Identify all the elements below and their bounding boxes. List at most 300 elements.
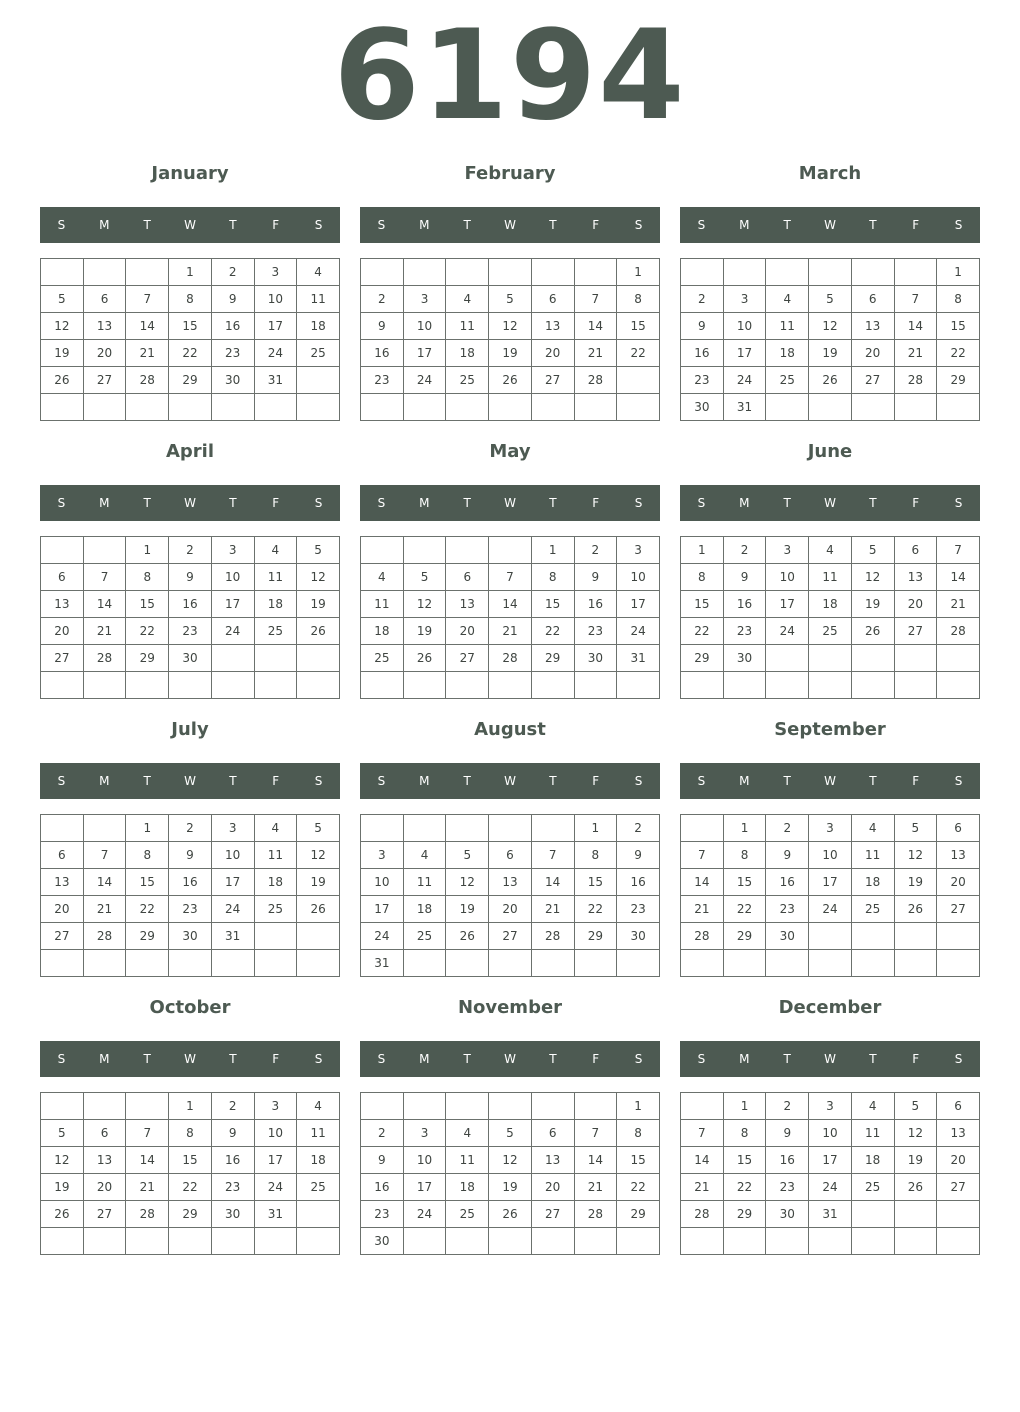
day-cell: 1 [723,1093,766,1120]
year-title: 6194 [333,4,687,148]
weekday-label: F [272,774,280,788]
empty-day-cell [681,815,724,842]
day-cell: 9 [211,286,254,313]
weekday-label: S [377,496,386,510]
empty-day-cell [83,950,126,977]
day-cell: 10 [809,842,852,869]
empty-day-cell [531,672,574,699]
day-cell: 7 [574,1120,617,1147]
day-cell: 31 [617,645,660,672]
weekday-label: S [57,218,66,232]
empty-day-cell [894,1201,937,1228]
week-row [681,618,980,645]
empty-day-cell [851,950,894,977]
day-cell: 10 [809,1120,852,1147]
day-cell: 18 [851,869,894,896]
day-cell: 17 [403,340,446,367]
weekday-label: W [504,1052,516,1066]
week-row [41,815,340,842]
week-row [681,259,980,286]
day-cell: 10 [617,564,660,591]
weekday-label: W [824,496,836,510]
weekday-label: T [549,774,557,788]
day-cell: 7 [83,564,126,591]
week-row [41,869,340,896]
empty-day-cell [681,950,724,977]
empty-day-cell [851,645,894,672]
day-cell: 25 [446,1201,489,1228]
day-cell: 21 [531,896,574,923]
day-cell: 26 [446,923,489,950]
empty-day-cell [531,259,574,286]
day-cell: 5 [446,842,489,869]
day-cell: 3 [211,537,254,564]
day-cell: 18 [297,313,340,340]
day-cell: 24 [723,367,766,394]
week-row [681,1228,980,1255]
day-cell: 19 [809,340,852,367]
month-name: March [798,163,862,184]
weekday-label: M [419,1052,430,1066]
day-cell: 22 [126,618,169,645]
empty-day-cell [446,672,489,699]
day-cell: 17 [617,591,660,618]
day-cell: 20 [41,896,84,923]
day-cell: 12 [41,1147,84,1174]
day-cell: 19 [894,869,937,896]
day-cell: 11 [446,1147,489,1174]
day-cell: 27 [41,923,84,950]
day-cell: 9 [169,842,212,869]
day-cell: 1 [574,815,617,842]
week-row [681,842,980,869]
day-table [680,536,980,699]
day-cell: 7 [126,1120,169,1147]
day-cell: 29 [126,645,169,672]
day-cell: 10 [766,564,809,591]
day-cell: 11 [297,286,340,313]
weekday-header [680,1041,980,1077]
day-cell: 28 [574,1201,617,1228]
day-cell: 27 [894,618,937,645]
empty-day-cell [403,394,446,421]
day-cell: 16 [723,591,766,618]
week-row [41,367,340,394]
week-row [681,1093,980,1120]
day-cell: 22 [169,340,212,367]
day-cell: 31 [211,923,254,950]
day-cell: 12 [894,842,937,869]
day-cell: 26 [894,896,937,923]
day-cell: 10 [254,286,297,313]
day-cell: 6 [83,286,126,313]
weekday-label: T [229,218,237,232]
day-cell: 28 [126,367,169,394]
empty-day-cell [937,1201,980,1228]
day-cell: 5 [297,815,340,842]
week-row [681,394,980,421]
day-cell: 16 [361,340,404,367]
day-cell: 27 [937,1174,980,1201]
day-cell: 13 [41,591,84,618]
weekday-label: W [504,774,516,788]
month-name: January [151,163,229,184]
empty-day-cell [41,259,84,286]
empty-day-cell [894,672,937,699]
day-cell: 6 [489,842,532,869]
day-cell: 14 [937,564,980,591]
weekday-label: S [634,496,643,510]
weekday-label: S [634,774,643,788]
day-cell: 12 [851,564,894,591]
empty-day-cell [574,672,617,699]
month-name: February [464,163,556,184]
weekday-header [680,207,980,243]
empty-day-cell [809,259,852,286]
day-cell: 30 [723,645,766,672]
weekday-label: M [739,496,750,510]
month-february [360,158,660,436]
day-cell: 24 [254,1174,297,1201]
day-cell: 9 [766,842,809,869]
day-cell: 11 [766,313,809,340]
empty-day-cell [41,394,84,421]
day-table [40,814,340,977]
day-cell: 20 [937,1147,980,1174]
day-cell: 5 [41,1120,84,1147]
day-cell: 31 [361,950,404,977]
day-cell: 29 [574,923,617,950]
week-row [361,340,660,367]
day-cell: 21 [126,340,169,367]
day-cell: 11 [297,1120,340,1147]
weekday-label: M [419,496,430,510]
day-cell: 14 [83,591,126,618]
empty-day-cell [126,259,169,286]
day-table [680,258,980,421]
day-cell: 23 [169,618,212,645]
empty-day-cell [361,394,404,421]
day-cell: 3 [361,842,404,869]
weekday-label: S [954,1052,963,1066]
empty-day-cell [254,672,297,699]
empty-day-cell [297,950,340,977]
day-cell: 8 [574,842,617,869]
empty-day-cell [41,1093,84,1120]
day-cell: 16 [766,869,809,896]
empty-day-cell [446,259,489,286]
weekday-label: S [954,218,963,232]
day-cell: 26 [41,367,84,394]
day-cell: 22 [531,618,574,645]
empty-day-cell [83,394,126,421]
week-row [41,1147,340,1174]
day-cell: 9 [617,842,660,869]
empty-day-cell [937,394,980,421]
week-row [681,896,980,923]
month-december [680,992,980,1270]
day-cell: 18 [851,1147,894,1174]
day-cell: 25 [809,618,852,645]
empty-day-cell [361,259,404,286]
day-cell: 19 [894,1147,937,1174]
week-row [361,645,660,672]
empty-day-cell [169,394,212,421]
day-cell: 20 [41,618,84,645]
day-cell: 14 [681,869,724,896]
weekday-header [680,485,980,521]
week-row [681,286,980,313]
day-cell: 4 [851,1093,894,1120]
empty-day-cell [211,645,254,672]
day-cell: 6 [937,815,980,842]
day-cell: 2 [574,537,617,564]
week-row [41,1228,340,1255]
weekday-label: S [634,1052,643,1066]
week-row [41,394,340,421]
week-row [41,340,340,367]
empty-day-cell [766,1228,809,1255]
day-cell: 1 [723,815,766,842]
day-cell: 18 [361,618,404,645]
empty-day-cell [617,950,660,977]
empty-day-cell [361,537,404,564]
empty-day-cell [574,1093,617,1120]
day-cell: 9 [766,1120,809,1147]
empty-day-cell [489,1228,532,1255]
week-row [681,313,980,340]
day-cell: 30 [169,645,212,672]
week-row [41,645,340,672]
empty-day-cell [254,394,297,421]
day-cell: 28 [894,367,937,394]
day-cell: 29 [723,923,766,950]
day-cell: 15 [126,869,169,896]
day-cell: 29 [617,1201,660,1228]
week-row [361,923,660,950]
day-cell: 7 [531,842,574,869]
week-row [681,591,980,618]
day-cell: 2 [211,259,254,286]
weekday-label: T [783,496,791,510]
day-cell: 9 [681,313,724,340]
empty-day-cell [766,259,809,286]
empty-day-cell [723,672,766,699]
empty-day-cell [403,259,446,286]
day-cell: 8 [126,842,169,869]
day-cell: 16 [211,1147,254,1174]
day-cell: 20 [489,896,532,923]
month-name: August [474,719,546,740]
day-cell: 21 [937,591,980,618]
day-cell: 9 [211,1120,254,1147]
month-name: December [778,997,882,1018]
day-table [40,258,340,421]
weekday-label: T [869,1052,877,1066]
week-row [361,564,660,591]
empty-day-cell [126,950,169,977]
weekday-label: F [912,218,920,232]
empty-day-cell [894,1228,937,1255]
empty-day-cell [83,1228,126,1255]
weekday-label: W [504,496,516,510]
month-october [40,992,340,1270]
month-january [40,158,340,436]
empty-day-cell [531,1228,574,1255]
day-cell: 31 [723,394,766,421]
week-row [361,367,660,394]
day-cell: 23 [169,896,212,923]
day-cell: 21 [681,896,724,923]
day-table [40,1092,340,1255]
empty-day-cell [41,950,84,977]
weekday-label: F [592,1052,600,1066]
day-cell: 18 [254,591,297,618]
week-row [361,286,660,313]
week-row [361,1120,660,1147]
empty-day-cell [361,815,404,842]
day-cell: 30 [211,367,254,394]
day-cell: 26 [41,1201,84,1228]
day-cell: 25 [851,1174,894,1201]
day-cell: 25 [361,645,404,672]
day-cell: 4 [403,842,446,869]
week-row [361,842,660,869]
weekday-header [680,763,980,799]
empty-day-cell [297,1201,340,1228]
empty-day-cell [617,367,660,394]
day-cell: 18 [809,591,852,618]
day-cell: 13 [851,313,894,340]
day-cell: 1 [126,815,169,842]
empty-day-cell [894,259,937,286]
day-cell: 7 [894,286,937,313]
day-cell: 25 [851,896,894,923]
empty-day-cell [851,672,894,699]
day-cell: 14 [126,313,169,340]
month-name: May [489,441,531,462]
day-cell: 10 [361,869,404,896]
day-cell: 20 [894,591,937,618]
day-cell: 6 [851,286,894,313]
weekday-label: S [954,774,963,788]
day-cell: 29 [169,367,212,394]
day-cell: 20 [937,869,980,896]
day-cell: 19 [489,1174,532,1201]
day-cell: 30 [169,923,212,950]
empty-day-cell [446,950,489,977]
day-cell: 11 [254,564,297,591]
week-row [41,618,340,645]
day-cell: 29 [681,645,724,672]
day-cell: 6 [937,1093,980,1120]
empty-day-cell [126,1093,169,1120]
week-row [361,1147,660,1174]
day-cell: 22 [574,896,617,923]
empty-day-cell [446,537,489,564]
empty-day-cell [297,645,340,672]
day-cell: 12 [894,1120,937,1147]
empty-day-cell [681,1228,724,1255]
day-cell: 29 [531,645,574,672]
day-cell: 27 [83,1201,126,1228]
day-cell: 3 [403,286,446,313]
week-row [361,618,660,645]
day-cell: 21 [489,618,532,645]
day-cell: 15 [723,1147,766,1174]
week-row [361,896,660,923]
day-cell: 30 [574,645,617,672]
day-cell: 12 [489,313,532,340]
month-name: July [171,719,209,740]
empty-day-cell [83,537,126,564]
day-cell: 26 [489,1201,532,1228]
day-cell: 26 [403,645,446,672]
empty-day-cell [297,1228,340,1255]
day-cell: 30 [617,923,660,950]
weekday-label: S [634,218,643,232]
week-row [41,1093,340,1120]
empty-day-cell [403,1228,446,1255]
day-cell: 2 [766,815,809,842]
weekday-label: T [143,1052,151,1066]
empty-day-cell [169,1228,212,1255]
weekday-label: S [314,218,323,232]
empty-day-cell [446,394,489,421]
weekday-label: S [314,496,323,510]
month-september [680,714,980,992]
day-cell: 13 [83,1147,126,1174]
week-row [681,950,980,977]
day-cell: 17 [766,591,809,618]
day-cell: 31 [809,1201,852,1228]
weekday-header [40,485,340,521]
day-cell: 13 [41,869,84,896]
empty-day-cell [617,672,660,699]
month-july [40,714,340,992]
day-cell: 26 [297,896,340,923]
weekday-label: F [912,1052,920,1066]
empty-day-cell [809,950,852,977]
day-cell: 3 [766,537,809,564]
empty-day-cell [254,645,297,672]
weekday-label: S [314,774,323,788]
empty-day-cell [531,394,574,421]
weekday-label: T [463,496,471,510]
day-cell: 26 [894,1174,937,1201]
empty-day-cell [809,923,852,950]
day-cell: 27 [531,367,574,394]
empty-day-cell [681,1093,724,1120]
weekday-label: S [697,1052,706,1066]
day-cell: 10 [723,313,766,340]
weekday-label: T [143,218,151,232]
empty-day-cell [766,394,809,421]
day-cell: 9 [361,313,404,340]
empty-day-cell [41,815,84,842]
day-cell: 2 [169,537,212,564]
day-cell: 8 [937,286,980,313]
day-cell: 28 [681,1201,724,1228]
weekday-header [360,763,660,799]
week-row [681,537,980,564]
day-cell: 13 [531,313,574,340]
empty-day-cell [403,815,446,842]
empty-day-cell [211,950,254,977]
day-cell: 6 [531,1120,574,1147]
empty-day-cell [894,645,937,672]
day-cell: 27 [937,896,980,923]
